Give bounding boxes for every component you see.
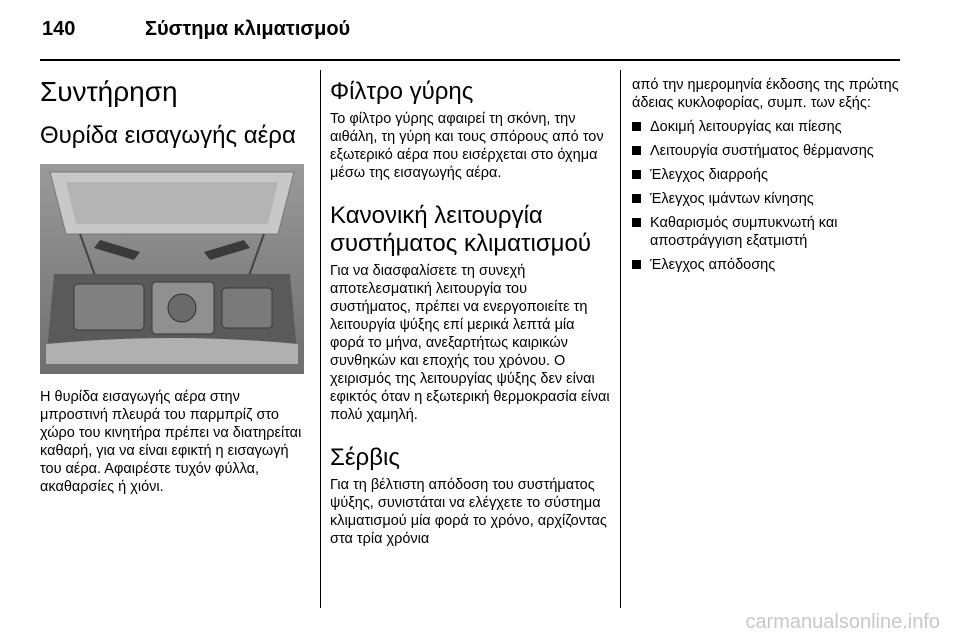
- paragraph-service: Για τη βέλτιστη απόδοση του συστήματος ψύξης, συνιστάται να ελέγχετε το σύστημα κλιματισμού μία φορά το χρόνο, αρχίζοντας στα τρία χρόνια: [330, 477, 607, 547]
- chapter-title: Σύστημα κλιματισμού: [145, 18, 351, 40]
- list-item-text: Δοκιμή λειτουργίας και πίεσης: [650, 119, 842, 135]
- column-divider: [320, 70, 321, 608]
- page-number: 140: [42, 18, 76, 40]
- header-rule: [40, 59, 900, 61]
- square-bullet-icon: [632, 170, 641, 179]
- page-header: [40, 14, 902, 54]
- section-title: Σέρβις: [330, 444, 400, 471]
- engine-bay-photo: [40, 164, 304, 374]
- watermark: carmanualsonline.info: [745, 611, 940, 633]
- column-filters: [330, 70, 610, 548]
- paragraph-regular-operation: Για να διασφαλίσετε τη συνεχή αποτελεσματική λειτουργία του συστήματος, πρέπει να ενεργοποιείτε τη λειτουργία ψύξης επί μερικά λεπτά μία φορά το μήνα, ανεξαρτήτως καιρικών συνθηκών και εποχής του χρόνου. Ο χειρισμός της λειτουργίας ψύξης δεν είναι εφικτός όταν η εξωτερική θερμοκρασία είναι πολύ χαμηλή.: [330, 263, 610, 423]
- square-bullet-icon: [632, 194, 641, 203]
- service-checklist: [632, 118, 907, 274]
- section-title: Φίλτρο γύρης: [330, 78, 474, 105]
- list-item-text: Καθαρισμός συμπυκνωτή και αποστράγγιση εξατμιστή: [650, 215, 838, 249]
- column-divider: [620, 70, 621, 608]
- square-bullet-icon: [632, 122, 641, 131]
- column-maintenance: [40, 70, 305, 496]
- list-item-text: Έλεγχος ιμάντων κίνησης: [650, 191, 814, 207]
- paragraph-pollen-filter: Το φίλτρο γύρης αφαιρεί τη σκόνη, την αιθάλη, τη γύρη και τους σπόρους από τον εξωτερικό αέρα που εισέρχεται στο όχημα μέσω της εισαγωγής αέρα.: [330, 111, 604, 181]
- paragraph-service-continued: από την ημερομηνία έκδοσης της πρώτης άδειας κυκλοφορίας, συμπ. των εξής:: [632, 77, 899, 111]
- list-item-text: Έλεγχος απόδοσης: [650, 257, 776, 273]
- list-item-text: Λειτουργία συστήματος θέρμανσης: [650, 143, 874, 159]
- list-item: [632, 256, 907, 274]
- square-bullet-icon: [632, 218, 641, 227]
- list-item: [632, 166, 907, 184]
- subsection-title: Θυρίδα εισαγωγής αέρα: [40, 122, 296, 149]
- square-bullet-icon: [632, 146, 641, 155]
- column-service-list: [632, 70, 907, 280]
- list-item: [632, 190, 907, 208]
- section-title: Συντήρηση: [40, 76, 178, 107]
- list-item: [632, 142, 907, 160]
- list-item-text: Έλεγχος διαρροής: [650, 167, 768, 183]
- paragraph-air-intake: Η θυρίδα εισαγωγής αέρα στην μπροστινή πλευρά του παρμπρίζ στο χώρο του κινητήρα πρέπει να διατηρείται καθαρή, για να είναι εφικτή η εισαγωγή του αέρα. Αφαιρέστε τυχόν φύλλα, ακαθαρσίες ή χιόνι.: [40, 389, 302, 495]
- list-item: [632, 214, 907, 250]
- list-item: [632, 118, 907, 136]
- square-bullet-icon: [632, 260, 641, 269]
- section-title: Κανονική λειτουργία συστήματος κλιματισμού: [330, 202, 591, 257]
